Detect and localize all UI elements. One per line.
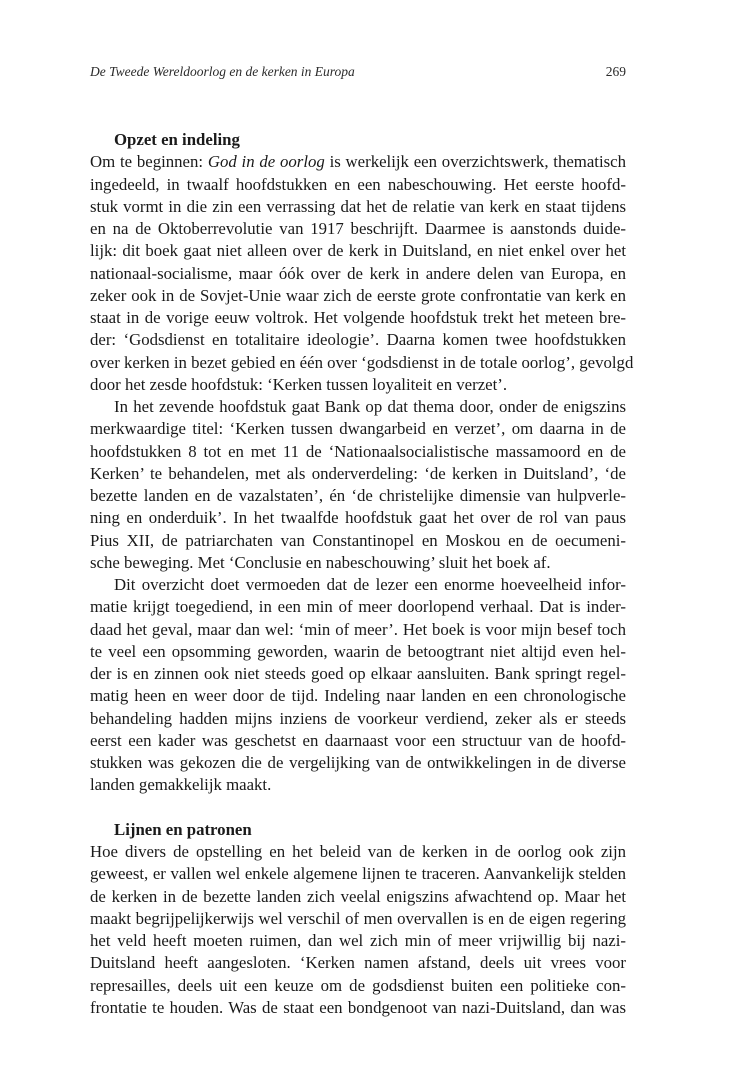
text-line: over kerken in bezet gebied en één over ‘godsdienst in de totale oorlog’, gevolgd [90,352,634,372]
book-page [90,0,634,1068]
running-title: De Tweede Wereldoorlog en de kerken in Europa [90,64,355,79]
text-line: represailles, deels uit een keuze om de godsdienst buiten een politieke con- [90,975,626,995]
section-gap [90,797,626,819]
text-line: ingedeeld, in twaalf hoofdstukken en een nabeschouwing. Het eerste hoofd- [90,174,626,194]
text-line: der is en zinnen ook niet steeds goed op elkaar aansluiten. Bank springt regel- [90,664,626,683]
text-line: daad het geval, maar dan wel: ‘min of meer’. Het boek is voor mijn besef toch [90,619,626,639]
text-line: sche beweging. Met ‘Conclusie en nabeschouwing’ sluit het boek af. [90,552,551,572]
text-line: Pius XII, de patriarchaten van Constantinopel en Moskou en de oecumeni- [90,530,626,550]
text-line: merkwaardige titel: ‘Kerken tussen dwangarbeid en verzet’, om daarna in de [90,419,626,439]
section-heading: Opzet en indeling [114,130,240,149]
text-line: Duitsland heeft aangesloten. ‘Kerken namen afstand, deels uit vrees voor [90,953,626,973]
text-line: Om te beginnen: God in de oorlog is werkelijk een overzichtswerk, thematisch [90,152,626,172]
section-heading: Lijnen en patronen [114,819,252,839]
text-line: maakt begrijpelijkerwijs wel verschil of men overvallen is en de eigen regering [90,908,626,928]
text-line: zeker ook in de Sovjet-Unie waar zich de eerste grote confrontatie van kerk en [90,285,626,305]
text-line: staat in de vorige eeuw voltrok. Het volgende hoofdstuk trekt het meteen bre- [90,308,626,327]
text-line: Dit overzicht doet vermoeden dat de lezer een enorme hoeveelheid infor- [114,575,626,594]
text-line: hoofdstukken 8 tot en met 11 de ‘Nationaalsocialistische massamoord en de [90,441,626,461]
text-line: landen gemakkelijk maakt. [90,775,272,795]
text-line: de kerken in de bezette landen zich veelal enigszins afwachtend op. Maar het [90,886,626,906]
text-line: stuk vormt in die zin een verrassing dat het de relatie van kerk en staat tijdens [90,196,626,216]
text-line: matig heen en weer door de tijd. Indeling naar landen en een chronologische [90,686,626,706]
text-line: door het zesde hoofdstuk: ‘Kerken tussen loyaliteit en verzet’. [90,374,508,394]
page-number: 269 [605,64,626,79]
text-line: frontatie te houden. Was de staat een bondgenoot van nazi-Duitsland, dan was [90,997,626,1017]
text-line: stukken was gekozen die de vergelijking van de ontwikkelingen in de diverse [90,753,626,772]
text-line: behandeling hadden mijns inziens de voorkeur verdiend, zeker als er steeds [90,708,626,728]
text-line: lijk: dit boek gaat niet alleen over de kerk in Duitsland, en niet enkel over het [90,241,626,261]
text-line: In het zevende hoofdstuk gaat Bank op dat thema door, onder de enigszins [114,397,626,416]
text-line: eerst een kader was geschetst en daarnaast voor een structuur van de hoofd- [90,730,626,750]
text-line: matie krijgt toegediend, in een min of meer doorlopend verhaal. Dat is inder- [90,597,626,617]
book-title: God in de oorlog [207,152,325,172]
text-line: bezette landen en de vazalstaten’, én ‘de christelijke dimensie van hulpverle- [90,486,626,505]
text-line: Kerken’ te behandelen, met als onderverdeling: ‘de kerken in Duitsland’, ‘de [90,463,626,483]
text-line: het veld heeft moeten ruimen, dan wel zich min of meer vrijwillig bij nazi- [90,931,626,950]
body-text [90,129,634,1019]
text-line: geweest, er vallen wel enkele algemene lijnen te traceren. Aanvankelijk stelden [90,864,626,884]
text-line: Hoe divers de opstelling en het beleid van de kerken in de oorlog ook zijn [90,842,626,861]
text-line: ning en onderduik’. In het twaalfde hoofdstuk gaat het over de rol van paus [90,508,626,528]
text-line: nationaal-socialisme, maar óók over de kerk in andere delen van Europa, en [90,263,626,283]
text-line: der: ‘Godsdienst en totalitaire ideologie’. Daarna komen twee hoofdstukken [90,330,626,350]
text-line: te veel een opsomming geworden, waarin de betoogtrant niet altijd even hel- [90,641,626,661]
text-line: en na de Oktoberrevolutie van 1917 beschrijft. Daarmee is aanstonds duide- [90,219,626,238]
